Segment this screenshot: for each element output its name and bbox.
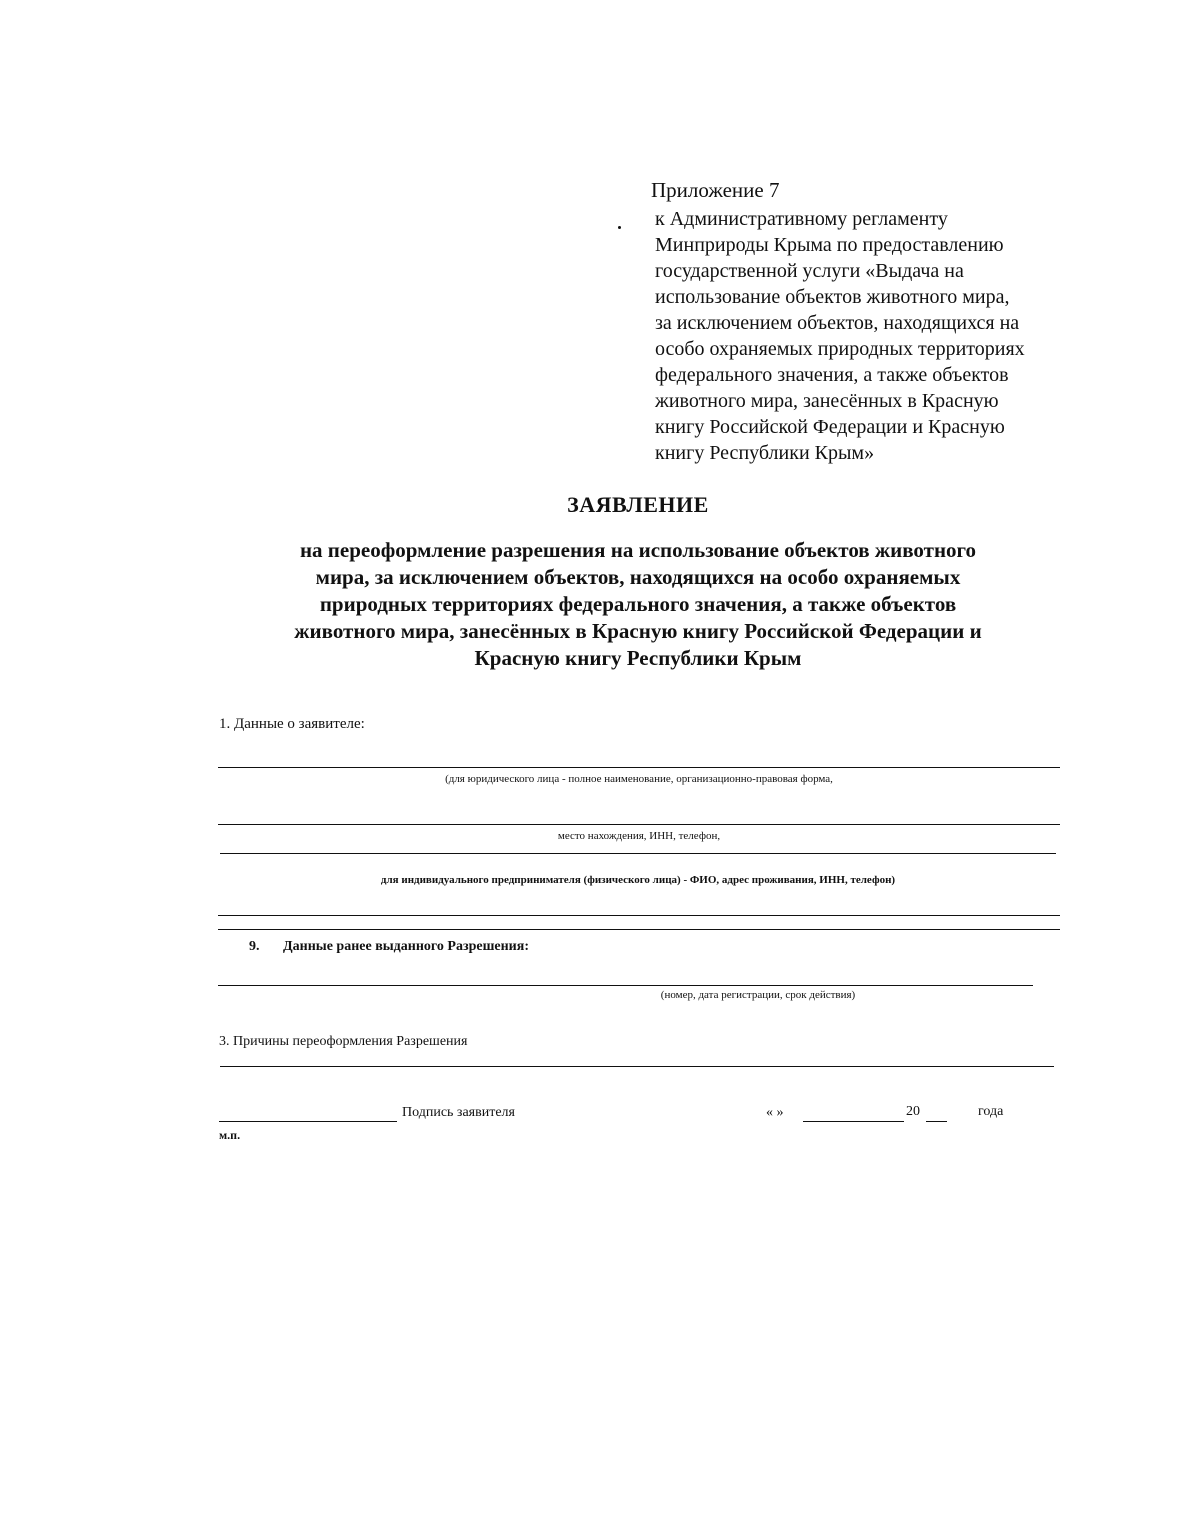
appendix-line: за исключением объектов, находящихся на: [655, 312, 1020, 334]
appendix-line: государственной услуги «Выдача на: [655, 260, 964, 282]
scan-dot: [618, 226, 621, 229]
section-reasons-label: 3. Причины переоформления Разрешения: [219, 1034, 468, 1049]
signature-line[interactable]: [219, 1121, 397, 1122]
section-permit-number: 9.: [249, 939, 260, 954]
year-suffix-line[interactable]: [926, 1121, 947, 1122]
stamp-place: м.п.: [219, 1128, 241, 1142]
reasons-line[interactable]: [220, 1066, 1054, 1067]
applicant-individual-line[interactable]: [218, 915, 1060, 916]
date-month-line[interactable]: [803, 1121, 904, 1122]
subject-line: природных территориях федерального значения, а также объектов: [319, 592, 957, 616]
year-word: года: [978, 1104, 1004, 1119]
appendix-title: Приложение 7: [651, 178, 780, 202]
subject-line: Красную книгу Республики Крым: [474, 646, 802, 670]
permit-data-line[interactable]: [218, 985, 1033, 986]
appendix-line: Минприроды Крыма по предоставлению: [655, 234, 1004, 256]
document-title: ЗАЯВЛЕНИЕ: [567, 492, 709, 517]
appendix-line: использование объектов животного мира,: [655, 286, 1010, 308]
signature-label: Подпись заявителя: [402, 1105, 515, 1120]
appendix-line: особо охраняемых природных территориях: [655, 338, 1025, 360]
caption-individual: для индивидуального предпринимателя (физического лица) - ФИО, адрес проживания, ИНН, телефон): [380, 874, 896, 886]
year-prefix: 20: [906, 1104, 920, 1119]
appendix-line: федерального значения, а также объектов: [655, 364, 1009, 386]
applicant-extra-line[interactable]: [220, 853, 1056, 854]
date-quotes: « »: [766, 1105, 784, 1120]
caption-location: место нахождения, ИНН, телефон,: [557, 830, 721, 842]
separator-line: [218, 929, 1060, 930]
section-permit-label: Данные ранее выданного Разрешения:: [283, 939, 529, 954]
appendix-line: книгу Российской Федерации и Красную: [655, 416, 1005, 438]
appendix-line: книгу Республики Крым»: [655, 442, 875, 464]
subject-line: животного мира, занесённых в Красную книгу Российской Федерации и: [294, 619, 982, 643]
applicant-location-line[interactable]: [218, 824, 1060, 825]
subject-line: мира, за исключением объектов, находящихся на особо охраняемых: [315, 565, 961, 589]
applicant-name-line[interactable]: [218, 767, 1060, 768]
caption-legal-entity: (для юридического лица - полное наименование, организационно-правовая форма,: [445, 773, 833, 785]
section-applicant-label: 1. Данные о заявителе:: [219, 716, 365, 732]
subject-line: на переоформление разрешения на использование объектов животного: [299, 538, 977, 562]
appendix-line: к Административному регламенту: [655, 208, 948, 230]
caption-permit: (номер, дата регистрации, срок действия): [660, 989, 856, 1001]
appendix-line: животного мира, занесённых в Красную: [655, 390, 999, 412]
